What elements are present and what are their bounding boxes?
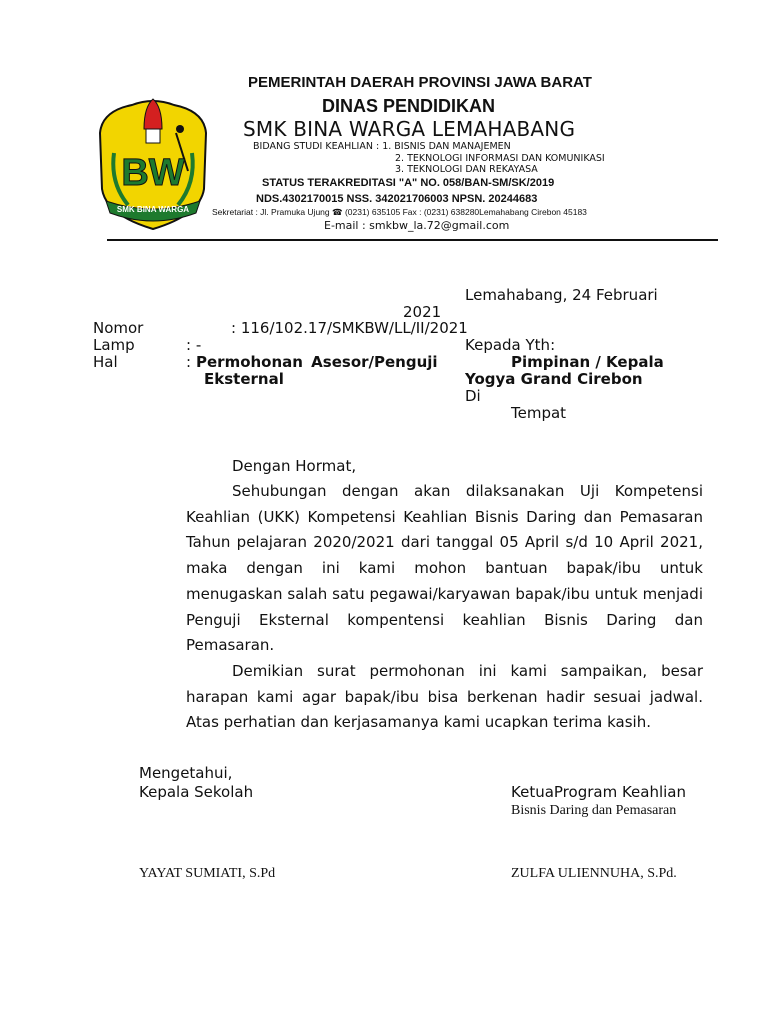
nomor-value: : 116/102.17/SMKBW/LL/II/2021	[231, 319, 468, 337]
sign-left-line1: Mengetahui,	[139, 764, 233, 782]
department-line: DINAS PENDIDIKAN	[322, 96, 496, 116]
government-line: PEMERINTAH DAERAH PROVINSI JAWA BARAT	[248, 74, 592, 91]
school-name: SMK BINA WARGA LEMAHABANG	[243, 117, 576, 141]
sign-left-line2: Kepala Sekolah	[139, 783, 254, 801]
sign-right-name: ZULFA ULIENNUHA, S.Pd.	[511, 866, 677, 881]
body-paragraph-1: Sehubungan dengan akan dilaksanakan Uji Kompetensi Keahlian (UKK) Kompetensi Keahlian Bisnis Daring dan Pemasaran Tahun pelajaran 2020/2021 dari tanggal 05 April s/d 10 April 2021, maka dengan ini kami mohon bantuan bapak/ibu untuk menugaskan salah satu pegawai/karyawan bapak/ibu untuk menjadi Penguji Eksternal kompentensi keahlian Bisnis Daring dan Pemasaran.	[186, 482, 703, 655]
recipient-name-2: Yogya Grand Cirebon	[465, 370, 643, 388]
lamp-label: Lamp	[93, 336, 135, 354]
nomor-label: Nomor	[93, 319, 144, 337]
hal-colon: :	[186, 353, 192, 371]
hal-value: Permohonan Asesor/Penguji	[196, 353, 438, 371]
greeting: Dengan Hormat,	[232, 457, 357, 475]
sign-right-line1: KetuaProgram Keahlian	[511, 783, 687, 801]
letter-body	[186, 479, 703, 736]
sign-right-line2: Bisnis Daring dan Pemasaran	[511, 803, 677, 818]
school-logo	[92, 93, 214, 233]
letter-date-year: 2021	[403, 303, 442, 321]
body-paragraph-2: Demikian surat permohonan ini kami sampaikan, besar harapan kami agar bapak/ibu bisa berkenan hadir sesuai jadwal. Atas perhatian dan kerjasamanya kami ucapkan terima kasih.	[186, 661, 703, 732]
lamp-value: : -	[186, 336, 202, 354]
letterhead-divider	[107, 239, 718, 241]
logo-text: BW	[121, 152, 185, 194]
letter-date: Lemahabang, 24 Februari	[465, 286, 658, 304]
study-field-3: 3. TEKNOLOGI DAN REKAYASA	[395, 164, 538, 175]
study-fields-intro: BIDANG STUDI KEAHLIAN : 1. BISNIS DAN MANAJEMEN	[253, 141, 511, 152]
logo-ribbon-text: SMK BINA WARGA	[116, 205, 190, 214]
sign-left-name: YAYAT SUMIATI, S.Pd	[139, 866, 276, 881]
school-email: E-mail : smkbw_la.72@gmail.com	[324, 219, 510, 232]
school-address: Sekretariat : Jl. Pramuka Ujung ☎ (0231) 635105 Fax : (0231) 638280Lemahabang Cirebon 45183	[212, 207, 587, 217]
study-field-2: 2. TEKNOLOGI INFORMASI DAN KOMUNIKASI	[395, 153, 605, 164]
hal-label: Hal	[93, 353, 118, 371]
registration-numbers: NDS.4302170015 NSS. 342021706003 NPSN. 20244683	[256, 193, 538, 205]
recipient-di: Di	[465, 387, 481, 405]
recipient-tempat: Tempat	[511, 404, 567, 422]
accreditation-status: STATUS TERAKREDITASI "A" NO. 058/BAN-SM/SK/2019	[262, 177, 555, 189]
recipient-kepada: Kepada Yth:	[465, 336, 556, 354]
hal-value-cont: Eksternal	[204, 370, 284, 388]
recipient-name-1: Pimpinan / Kepala	[511, 353, 664, 371]
